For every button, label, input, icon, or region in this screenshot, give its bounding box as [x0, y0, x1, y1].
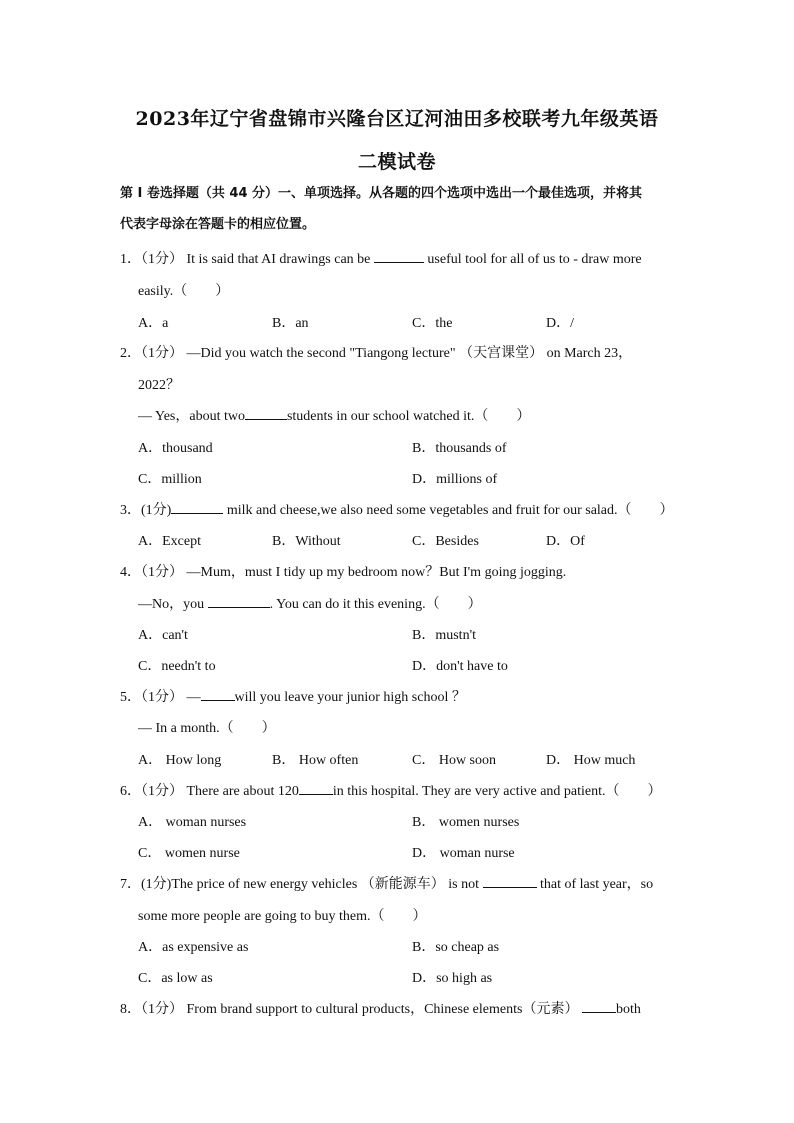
answer-blank [374, 250, 424, 263]
option-a: A．Except [138, 534, 201, 549]
question-line-2 [138, 593, 482, 613]
question-text: will you leave your junior high school ？ [234, 690, 466, 705]
question-4 [120, 561, 690, 581]
section-line-1: 第 I 卷选择题（共 44 分）一、单项选择。从各题的四个选项中选出一个最佳选项，并将其 [120, 186, 643, 201]
option-d: D．don't have to [412, 659, 508, 674]
answer-blank [245, 407, 287, 420]
answer-blank [171, 501, 223, 514]
question-8 [120, 998, 690, 1018]
answer-blank [582, 1000, 616, 1013]
option-c: C．needn't to [138, 659, 216, 674]
question-text: —No，you [138, 597, 205, 612]
question-5 [120, 686, 690, 706]
question-number: 2．（1分） [120, 346, 183, 361]
question-text: useful tool for all of us to - draw more [427, 252, 642, 267]
option-c: C．as low as [138, 971, 213, 986]
question-number: 6．（1分） [120, 784, 183, 799]
question-2 [120, 342, 690, 362]
question-text: —Mum，must I tidy up my bedroom now？But I'm going jogging. [186, 565, 567, 580]
question-3 [120, 499, 690, 519]
option-a: A．as expensive as [138, 940, 249, 955]
question-number: 7．(1分) [120, 877, 172, 892]
question-line-2: — In a month.（ ） [138, 721, 276, 736]
question-text: There are about 120 [186, 784, 299, 799]
answer-blank [208, 595, 270, 608]
question-text: students in our school watched it.（ ） [286, 409, 531, 424]
option-c: C．million [138, 472, 202, 487]
option-b: B．thousands of [412, 441, 507, 456]
question-text: The price of new energy vehicles （新能源车） is not [171, 877, 479, 892]
option-b: B．so cheap as [412, 940, 500, 955]
option-d: D．so high as [412, 971, 493, 986]
question-number: 4．（1分） [120, 565, 183, 580]
option-d: D． How much [546, 753, 636, 768]
question-number: 3．(1分) [120, 503, 172, 518]
option-b: B． women nurses [412, 815, 520, 830]
question-text: milk and cheese,we also need some vegetables and fruit for our salad.（ ） [226, 503, 674, 518]
question-text: in this hospital. They are very active and patient.（ ） [332, 784, 662, 799]
option-d: D．/ [546, 316, 574, 331]
document-subtitle: 二模试卷 [357, 151, 436, 173]
question-text: It is said that AI drawings can be [186, 252, 371, 267]
answer-blank [201, 688, 235, 701]
option-a: A． How long [138, 753, 222, 768]
option-c: C．Besides [412, 534, 479, 549]
section-line-2: 代表字母涂在答题卡的相应位置。 [120, 217, 316, 232]
option-b: B．Without [272, 534, 341, 549]
question-1 [120, 248, 690, 268]
document-title: 2023年辽宁省盘锦市兴隆台区辽河油田多校联考九年级英语 [135, 108, 659, 130]
question-continuation: easily.（ ） [138, 284, 230, 299]
question-6 [120, 780, 690, 800]
option-d: D． woman nurse [412, 846, 515, 861]
option-c: C．the [412, 316, 453, 331]
question-7 [120, 873, 690, 893]
option-a: A． woman nurses [138, 815, 247, 830]
answer-blank [299, 782, 333, 795]
question-text: both [615, 1002, 641, 1017]
question-text: — [186, 690, 201, 705]
option-b: B．mustn't [412, 628, 476, 643]
question-number: 1．（1分） [120, 252, 183, 267]
option-a: A．can't [138, 628, 188, 643]
option-b: B． How often [272, 753, 359, 768]
option-d: D．millions of [412, 472, 498, 487]
option-a: A．thousand [138, 441, 213, 456]
question-line-2 [138, 405, 530, 425]
question-text: —Did you watch the second "Tiangong lecture" （天宫课堂） on March 23， [186, 346, 633, 361]
option-a: A．a [138, 316, 169, 331]
section-instructions [120, 178, 685, 240]
question-number: 8．（1分） [120, 1002, 183, 1017]
question-text: . You can do it this evening.（ ） [269, 597, 482, 612]
option-d: D．Of [546, 534, 585, 549]
option-c: C． How soon [412, 753, 497, 768]
option-c: C． women nurse [138, 846, 240, 861]
question-continuation: 2022？ [138, 378, 180, 393]
question-number: 5．（1分） [120, 690, 183, 705]
question-text: — Yes，about two [138, 409, 245, 424]
question-text: From brand support to cultural products，Chinese elements（元素） [186, 1002, 579, 1017]
answer-blank [483, 875, 537, 888]
question-text: that of last year，so [540, 877, 654, 892]
option-b: B．an [272, 316, 309, 331]
question-continuation: some more people are going to buy them.（ ） [138, 909, 427, 924]
